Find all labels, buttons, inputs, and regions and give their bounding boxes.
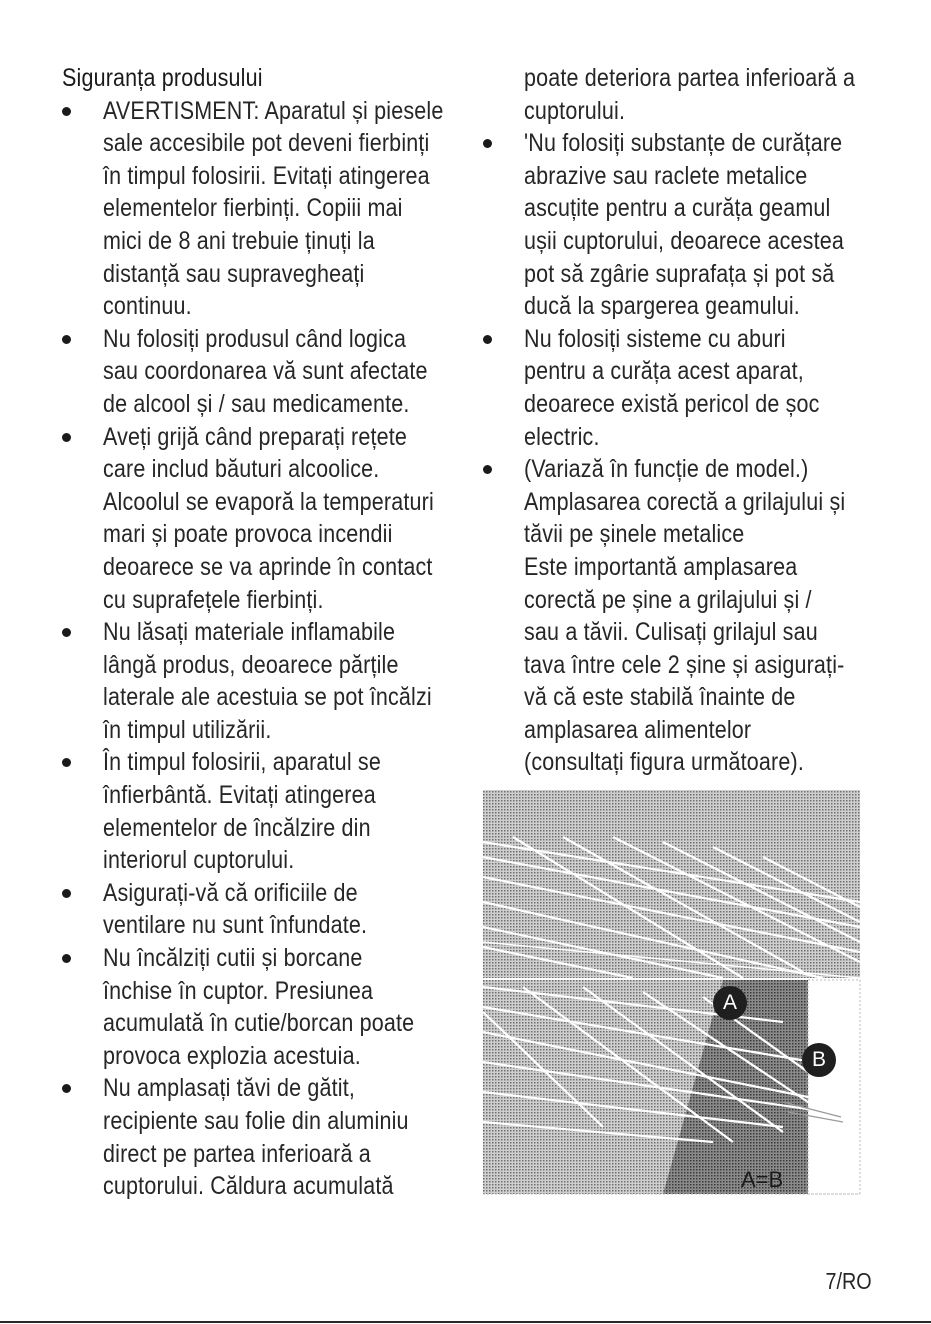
text-line: Asigurați-vă că orificiile de [103,878,358,907]
text-line: tăvii pe șinele metalice [524,520,745,549]
text-line: lângă produs, deoarece părțile [103,650,399,679]
list-item [62,746,462,876]
list-item [62,616,462,746]
list-item [62,877,462,942]
bullet-icon [62,335,71,344]
bullet-icon [62,954,71,963]
text-line: (Variază în funcție de model.) [524,455,809,484]
bullet-icon [62,758,71,767]
text-line: amplasarea alimentelor [524,715,752,744]
text-line: cu suprafețele fierbinți. [103,585,324,614]
text-line: În timpul folosirii, aparatul se [103,748,381,777]
bullet-icon [62,628,71,637]
text-line: cuptorului. [524,96,626,125]
oven-rack-figure [483,782,863,1197]
text-line: închise în cuptor. Presiunea [103,976,374,1005]
list-item [483,323,878,453]
text-line: ventilare nu sunt înfundate. [103,911,368,940]
bullet-icon [62,107,71,116]
right-bullet-list [483,127,878,779]
bullet-icon [483,465,492,474]
text-line: în timpul utilizării. [103,715,272,744]
text-line: distanță sau supravegheați [103,259,365,288]
bullet-icon [483,139,492,148]
text-line: elementelor de încălzire din [103,813,371,842]
text-line: sale accesibile pot deveni fierbinți [103,129,430,158]
text-line: Nu folosiți sisteme cu aburi [524,324,786,353]
text-line: continuu. [103,292,192,321]
text-line: interiorul cuptorului. [103,846,295,875]
bullet-icon [483,335,492,344]
text-line: Nu amplasați tăvi de gătit, [103,1074,356,1103]
section-heading: Siguranța produsului [62,64,263,92]
oven-rack-illustration [483,782,863,1197]
text-line: cuptorului. Căldura acumulată [103,1172,394,1201]
left-column [62,62,462,1203]
text-line: Aveți grijă când preparați rețete [103,422,408,451]
text-line: mici de 8 ani trebuie ținuți la [103,226,375,255]
text-line: în timpul folosirii. Evitați atingerea [103,161,430,190]
text-line: electric. [524,422,600,451]
text-line: deoarece se va aprinde în contact [103,552,433,581]
text-line: sau a tăvii. Culisați grilajul sau [524,618,818,647]
text-line: vă că este stabilă înainte de [524,683,796,712]
text-line: sau coordonarea vă sunt afectate [103,357,428,386]
text-line: ducă la spargerea geamului. [524,292,800,321]
text-line: mari și poate provoca incendii [103,520,393,549]
right-column [483,62,878,779]
marker-b: B [802,1043,836,1077]
bullet-icon [62,889,71,898]
list-item [483,127,878,323]
text-line: Amplasarea corectă a grilajului și [524,487,846,516]
bullet-icon [62,433,71,442]
text-line: Nu folosiți produsul când logica [103,324,407,353]
text-line: înfierbântă. Evitați atingerea [103,781,376,810]
text-line: laterale ale acestuia se pot încălzi [103,683,432,712]
text-line: recipiente sau folie din aluminiu [103,1107,409,1135]
marker-a: A [713,986,747,1020]
list-item [483,453,878,779]
text-line: tava între cele 2 șine și asigurați- [524,650,845,679]
text-line: deoarece există pericol de șoc [524,389,820,418]
text-line: AVERTISMENT: Aparatul și piesele [103,96,444,125]
text-line: ușii cuptorului, deoarece acestea [524,226,845,255]
text-line: corectă pe șine a grilajului și / [524,585,812,614]
list-item [62,421,462,617]
text-line: pot să zgârie suprafața și pot să [524,259,835,288]
text-line: acumulată în cutie/borcan poate [103,1009,415,1038]
text-line: Este importantă amplasarea [524,552,798,581]
left-bullet-list [62,95,462,1203]
text-line: provoca explozia acestuia. [103,1041,361,1070]
text-line: direct pe partea inferioară a [103,1139,371,1168]
text-line: poate deteriora partea inferioară a [524,64,856,92]
list-item [62,323,462,421]
oven-interior-top [483,786,860,978]
text-line: Nu lăsați materiale inflamabile [103,618,396,647]
text-line: ascuțite pentru a curăța geamul [524,194,831,223]
figure-caption: A=B [741,1167,784,1192]
text-line: (consultați figura următoare). [524,748,805,777]
text-line: elementelor fierbinți. Copiii mai [103,194,403,223]
page-number: 7/RO [825,1268,872,1294]
list-item [62,942,462,1072]
text-line: pentru a curăța acest aparat, [524,357,804,386]
bullet-icon [62,1084,71,1093]
text-line: 'Nu folosiți substanțe de curățare [524,129,843,158]
text-line: Nu încălziți cutii și borcane [103,944,363,973]
text-line: abrazive sau raclete metalice [524,161,808,190]
continued-text [483,62,878,127]
text-line: Alcoolul se evaporă la temperaturi [103,487,434,516]
list-item [62,95,462,323]
text-line: de alcool și / sau medicamente. [103,389,410,418]
text-line: care includ băuturi alcoolice. [103,455,380,484]
list-item [62,1072,462,1202]
bottom-rule [0,1321,931,1323]
